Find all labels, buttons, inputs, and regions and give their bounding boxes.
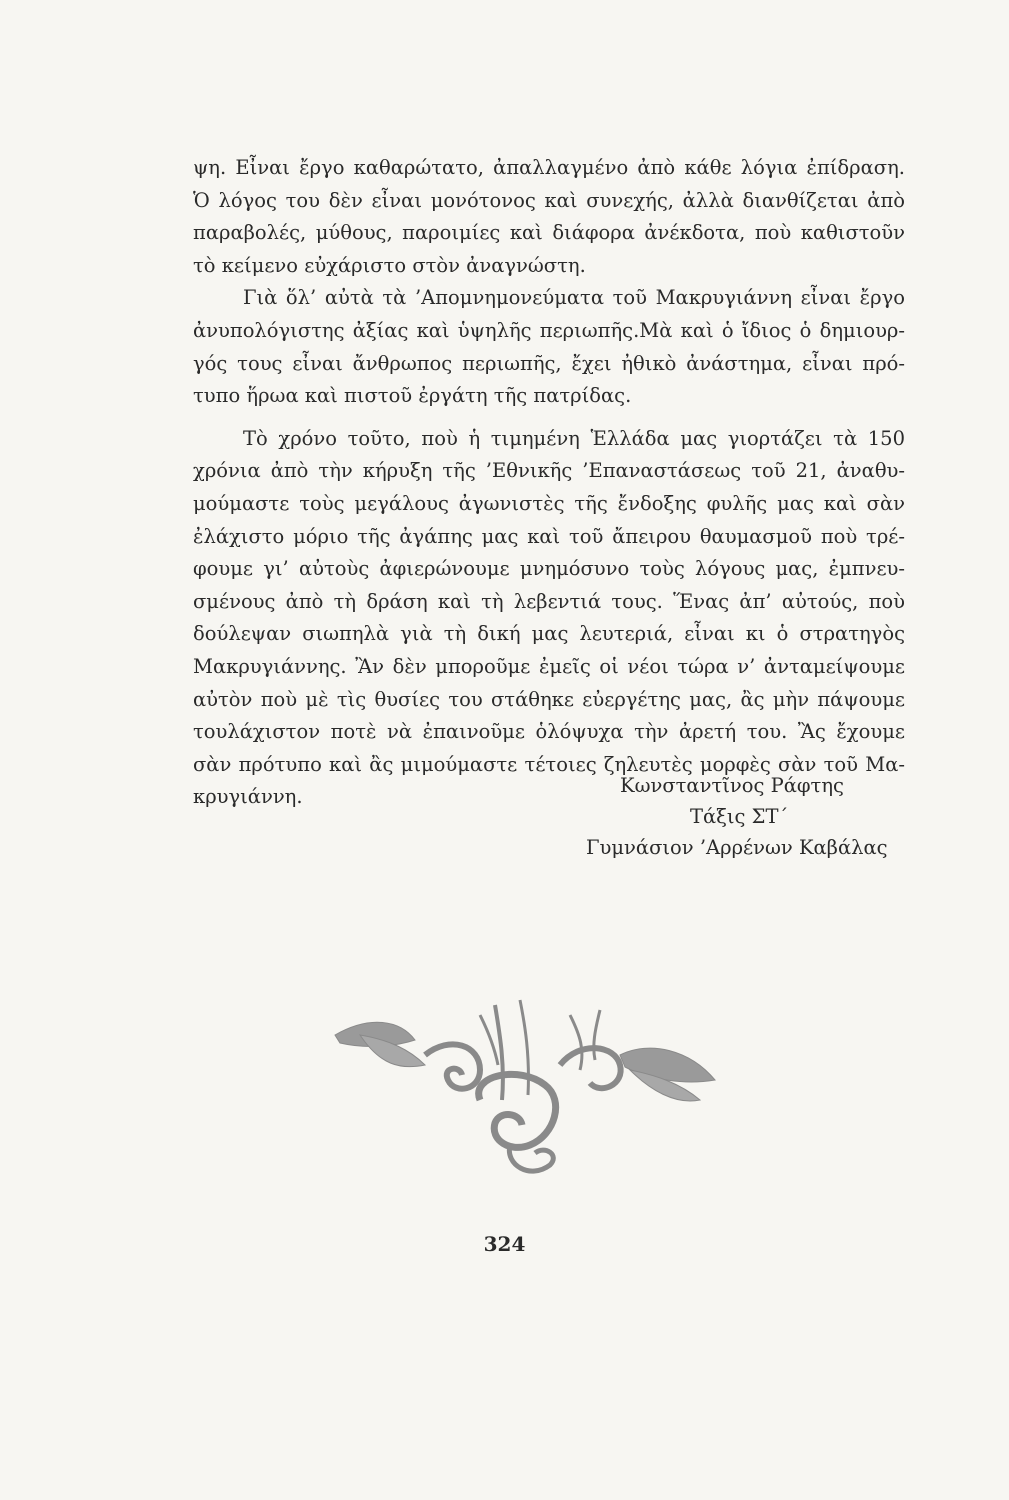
text-line: Τὸ χρόνο τοῦτο, ποὺ ἡ τιμημένη Ἑλλάδα μας γιορτάζει τὰ 150 xyxy=(243,426,905,450)
text-line: τυπο ἥρωα καὶ πιστοῦ ἐργάτη τῆς πατρίδας. xyxy=(193,384,632,408)
author-class: Τάξις ΣΤ΄ xyxy=(690,805,789,828)
text-line: μούμαστε τοὺς μεγάλους ἀγωνιστὲς τῆς ἔνδοξης φυλῆς μας καὶ σὰν xyxy=(193,491,905,515)
text-line: σμένους ἀπὸ τὴ δράση καὶ τὴ λεβεντιά τους. Ἕνας ἀπ’ αὐτούς, ποὺ xyxy=(193,589,905,613)
text-line: χρόνια ἀπὸ τὴν κήρυξη τῆς ’Εθνικῆς ’Επαναστάσεως τοῦ 21, ἀναθυ- xyxy=(193,459,905,483)
paragraph-gap xyxy=(193,413,905,423)
text-line: ψη. Εἶναι ἔργο καθαρώτατο, ἀπαλλαγμένο ἀπὸ κάθε λόγια ἐπίδραση. xyxy=(193,156,905,179)
page-number: 324 xyxy=(483,1232,526,1256)
text-line: ἀνυπολόγιστης ἀξίας καὶ ὑψηλῆς περιωπῆς.Μὰ καὶ ὁ ἴδιος ὁ δημιουρ- xyxy=(193,318,905,342)
article-body xyxy=(193,152,905,814)
text-line: γός τους εἶναι ἄνθρωπος περιωπῆς, ἔχει ἠθικὸ ἀνάστημα, εἶναι πρό- xyxy=(193,351,905,375)
floral-vignette-icon xyxy=(330,995,720,1185)
text-line: δούλεψαν σιωπηλὰ γιὰ τὴ δική μας λευτεριά, εἶναι κι ὁ στρατηγὸς xyxy=(193,622,905,646)
author-signature xyxy=(560,770,920,863)
text-line: Μακρυγιάννης. Ἂν δὲν μποροῦμε ἐμεῖς οἱ νέοι τώρα ν’ ἀνταμείψουμε xyxy=(193,654,905,678)
author-name: Κωνσταντῖνος Ράφτης xyxy=(620,774,844,797)
author-school: Γυμνάσιον ’Αρρένων Καβάλας xyxy=(586,836,888,859)
text-line: παραβολές, μύθους, παροιμίες καὶ διάφορα ἀνέκδοτα, ποὺ καθιστοῦν xyxy=(193,221,905,245)
text-line: τουλάχιστον ποτὲ νὰ ἐπαινοῦμε ὁλόψυχα τὴν ἀρετή του. Ἂς ἔχουμε xyxy=(193,720,905,744)
text-line: κρυγιάννη. xyxy=(193,785,303,809)
text-line: φουμε γι’ αὐτοὺς ἀφιερώνουμε μνημόσυνο τοὺς λόγους μας, ἐμπνευ- xyxy=(193,557,905,581)
text-line: τὸ κείμενο εὐχάριστο στὸν ἀναγνώστη. xyxy=(193,253,586,277)
text-line: Ὁ λόγος του δὲν εἶναι μονότονος καὶ συνεχής, ἀλλὰ διανθίζεται ἀπὸ xyxy=(193,188,905,212)
text-line: Γιὰ ὅλ’ αὐτὰ τὰ ’Απομνημονεύματα τοῦ Μακρυγιάννη εἶναι ἔργο xyxy=(243,286,905,310)
text-line: σὰν πρότυπο καὶ ἂς μιμούμαστε τέτοιες ζηλευτὲς μορφὲς σὰν τοῦ Μα- xyxy=(193,752,905,776)
text-line: αὐτὸν ποὺ μὲ τὶς θυσίες του στάθηκε εὐεργέτης μας, ἂς μὴν πάψουμε xyxy=(193,687,905,711)
text-line: ἐλάχιστο μόριο τῆς ἀγάπης μας καὶ τοῦ ἄπειρου θαυμασμοῦ ποὺ τρέ- xyxy=(193,524,905,548)
